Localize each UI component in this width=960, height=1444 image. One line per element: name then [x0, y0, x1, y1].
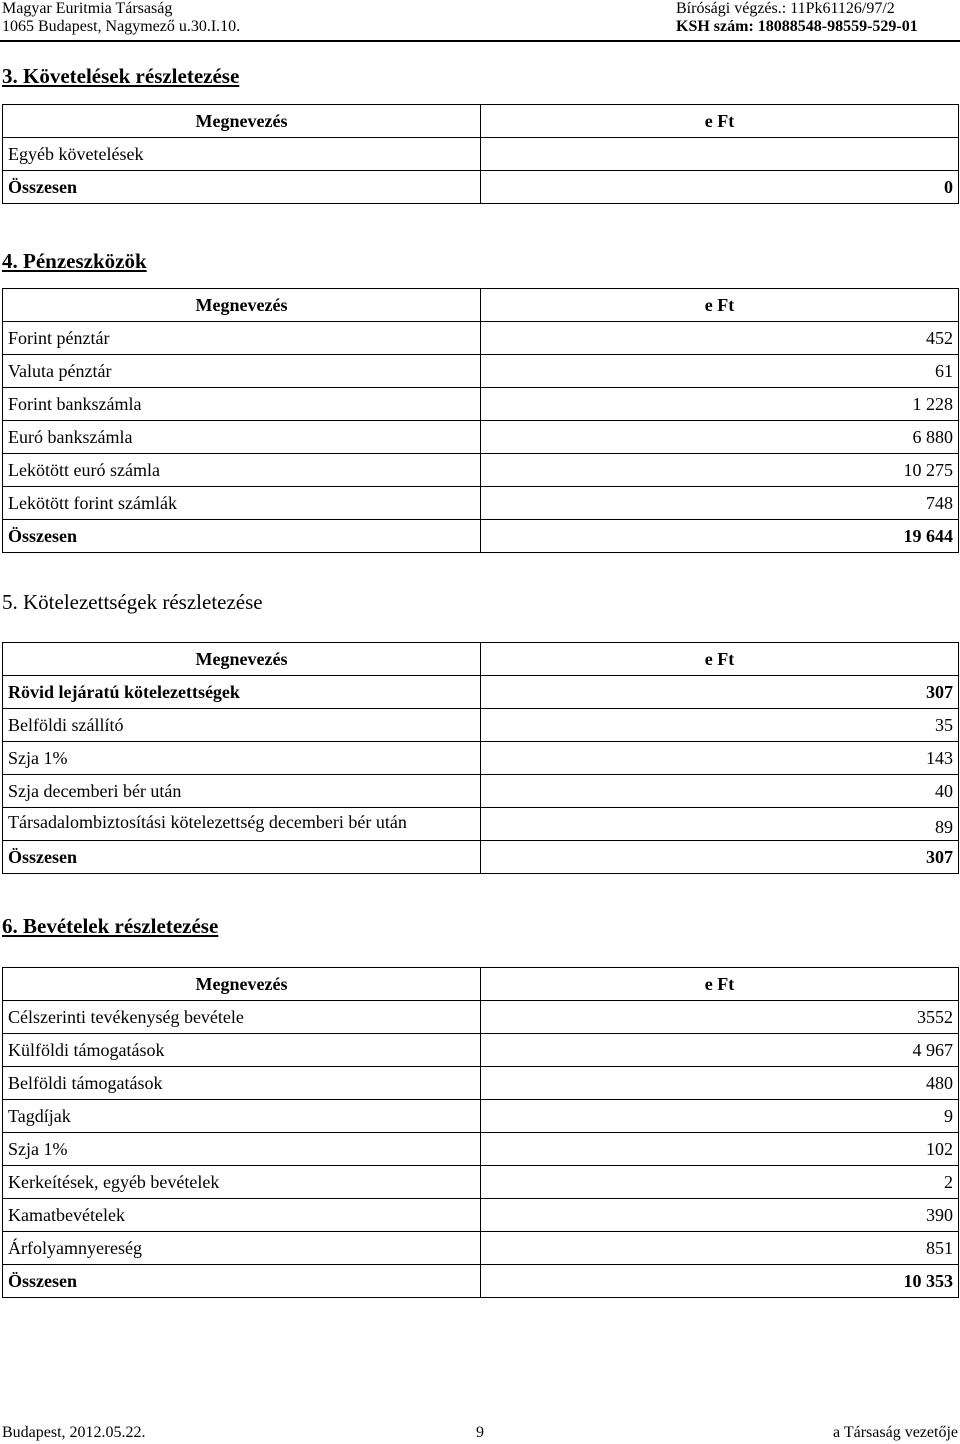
- table-row: [3, 1232, 959, 1265]
- total-value: 0: [481, 171, 959, 204]
- row-value: 40: [481, 775, 959, 808]
- total-label: Összesen: [3, 171, 481, 204]
- row-label: Egyéb követelések: [3, 138, 481, 171]
- row-value: 480: [481, 1067, 959, 1100]
- row-label: Forint bankszámla: [3, 388, 481, 421]
- column-header-value: e Ft: [481, 968, 959, 1001]
- total-label: Összesen: [3, 1265, 481, 1298]
- total-value: 307: [481, 841, 959, 874]
- row-value: 143: [481, 742, 959, 775]
- section6-table: [2, 967, 959, 1298]
- row-value: [481, 138, 959, 171]
- table-row: [3, 808, 959, 841]
- header-divider: [0, 40, 960, 42]
- page-number: 9: [476, 1424, 484, 1441]
- row-label: Szja 1%: [3, 1133, 481, 1166]
- total-row: [3, 1265, 959, 1298]
- column-header-name: Megnevezés: [3, 968, 481, 1001]
- total-row: [3, 841, 959, 874]
- header-right: [676, 0, 918, 36]
- section3-title: 3. Követelések részletezése: [2, 64, 240, 88]
- table-row: [3, 742, 959, 775]
- ksh-number: KSH szám: 18088548-98559-529-01: [676, 18, 918, 35]
- row-value: 35: [481, 709, 959, 742]
- table-row: [3, 322, 959, 355]
- row-label: Tagdíjak: [3, 1100, 481, 1133]
- row-label: Külföldi támogatások: [3, 1034, 481, 1067]
- row-label: Euró bankszámla: [3, 421, 481, 454]
- column-header-value: e Ft: [481, 289, 959, 322]
- section4-table: [2, 288, 959, 553]
- section4-title: 4. Pénzeszközök: [2, 249, 147, 273]
- row-value: 9: [481, 1100, 959, 1133]
- subtotal-label: Rövid lejáratú kötelezettségek: [3, 676, 481, 709]
- row-label: Kamatbevételek: [3, 1199, 481, 1232]
- row-value: 2: [481, 1166, 959, 1199]
- row-label: Szja 1%: [3, 742, 481, 775]
- row-label: Szja decemberi bér után: [3, 775, 481, 808]
- table-row: [3, 775, 959, 808]
- footer-date: Budapest, 2012.05.22.: [2, 1424, 146, 1441]
- row-value: 10 275: [481, 454, 959, 487]
- row-label: Lekötött euró számla: [3, 454, 481, 487]
- table-row: [3, 454, 959, 487]
- table-row: [3, 1067, 959, 1100]
- row-value: 748: [481, 487, 959, 520]
- table-row: [3, 355, 959, 388]
- table-row: [3, 138, 959, 171]
- row-value: 390: [481, 1199, 959, 1232]
- row-label: Belföldi szállító: [3, 709, 481, 742]
- column-header-value: e Ft: [481, 643, 959, 676]
- row-label: Lekötött forint számlák: [3, 487, 481, 520]
- column-header-name: Megnevezés: [3, 105, 481, 138]
- row-value: 1 228: [481, 388, 959, 421]
- table-header-row: [3, 643, 959, 676]
- table-header-row: [3, 968, 959, 1001]
- header-left: [2, 0, 240, 36]
- table-row: [3, 1199, 959, 1232]
- court-order: Bírósági végzés.: 11Pk61126/97/2: [676, 0, 895, 17]
- row-value: 851: [481, 1232, 959, 1265]
- total-value: 10 353: [481, 1265, 959, 1298]
- table-row: [3, 1001, 959, 1034]
- column-header-value: e Ft: [481, 105, 959, 138]
- row-value: 6 880: [481, 421, 959, 454]
- section5-table: [2, 642, 959, 874]
- table-row: [3, 1133, 959, 1166]
- row-value: 102: [481, 1133, 959, 1166]
- total-label: Összesen: [3, 520, 481, 553]
- row-value: 452: [481, 322, 959, 355]
- row-label: Társadalombiztosítási kötelezettség decemberi bér után: [3, 808, 481, 841]
- total-label: Összesen: [3, 841, 481, 874]
- table-header-row: [3, 105, 959, 138]
- section5-title: 5. Kötelezettségek részletezése: [2, 590, 263, 614]
- row-value: 89: [481, 808, 959, 841]
- row-value: 3552: [481, 1001, 959, 1034]
- row-label: Forint pénztár: [3, 322, 481, 355]
- org-address: 1065 Budapest, Nagymező u.30.I.10.: [2, 18, 241, 35]
- table-row: [3, 1100, 959, 1133]
- column-header-name: Megnevezés: [3, 643, 481, 676]
- row-label: Kerkeítések, egyéb bevételek: [3, 1166, 481, 1199]
- total-row: [3, 520, 959, 553]
- subtotal-row: [3, 676, 959, 709]
- table-row: [3, 1034, 959, 1067]
- total-value: 19 644: [481, 520, 959, 553]
- row-label: Valuta pénztár: [3, 355, 481, 388]
- org-name: Magyar Euritmia Társaság: [2, 0, 173, 17]
- signature-label: a Társaság vezetője: [833, 1424, 958, 1441]
- table-row: [3, 487, 959, 520]
- table-header-row: [3, 289, 959, 322]
- table-row: [3, 709, 959, 742]
- row-label: Célszerinti tevékenység bevétele: [3, 1001, 481, 1034]
- total-row: [3, 171, 959, 204]
- row-label: Árfolyamnyereség: [3, 1232, 481, 1265]
- table-row: [3, 421, 959, 454]
- table-row: [3, 1166, 959, 1199]
- section6-title: 6. Bevételek részletezése: [2, 914, 219, 938]
- row-value: 4 967: [481, 1034, 959, 1067]
- subtotal-value: 307: [481, 676, 959, 709]
- table-row: [3, 388, 959, 421]
- row-label: Belföldi támogatások: [3, 1067, 481, 1100]
- column-header-name: Megnevezés: [3, 289, 481, 322]
- section3-table: [2, 104, 959, 204]
- row-value: 61: [481, 355, 959, 388]
